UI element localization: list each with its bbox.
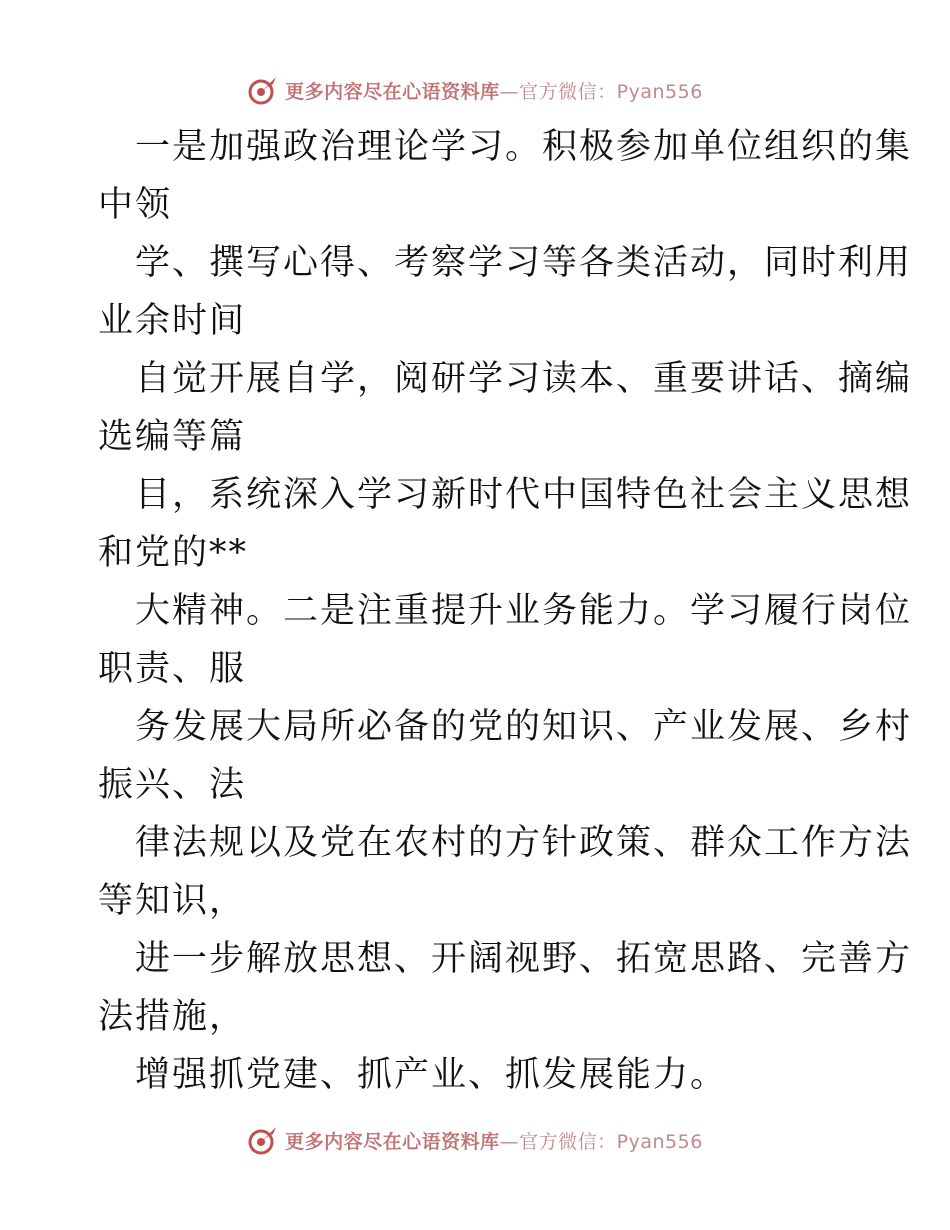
watermark-brand: 更多内容尽在心语资料库: [285, 80, 500, 103]
body-line: 振兴、法: [98, 765, 247, 805]
footer-watermark: [0, 1120, 950, 1160]
watermark-separator: —: [499, 1130, 520, 1153]
watermark-text: [285, 1127, 703, 1154]
body-line: 等知识，: [98, 881, 247, 921]
body-line: 大精神。二是注重提升业务能力。学习履行岗位: [135, 591, 913, 631]
body-line: 律法规以及党在农村的方针政策、群众工作方法: [135, 823, 913, 863]
watermark-contact: 官方微信：Pyan556: [519, 1130, 703, 1153]
body-line: 法措施，: [98, 997, 247, 1037]
body-line: 职责、服: [98, 649, 247, 689]
body-line: 自觉开展自学，阅研学习读本、重要讲话、摘编: [135, 359, 913, 399]
body-line: 业余时间: [98, 301, 247, 341]
body-line: 中领: [98, 185, 173, 225]
watermark-contact: 官方微信：Pyan556: [519, 80, 703, 103]
body-line: 一是加强政治理论学习。积极参加单位组织的集: [135, 127, 913, 167]
watermark-brand: 更多内容尽在心语资料库: [285, 1130, 500, 1153]
body-line: 选编等篇: [98, 417, 247, 457]
body-line: 目，系统深入学习新时代中国特色社会主义思想: [135, 475, 913, 515]
body-line: 增强抓党建、抓产业、抓发展能力。: [135, 1055, 728, 1095]
body-line: 学、撰写心得、考察学习等各类活动，同时利用: [135, 243, 913, 283]
document-body: [98, 118, 913, 1104]
watermark-separator: —: [499, 80, 520, 103]
header-watermark: [0, 70, 950, 110]
quill-seal-icon: [247, 1124, 279, 1156]
body-line: 进一步解放思想、开阔视野、拓宽思路、完善方: [135, 939, 913, 979]
body-line: 务发展大局所必备的党的知识、产业发展、乡村: [135, 707, 913, 747]
body-line: 和党的**: [98, 533, 249, 573]
quill-seal-icon: [247, 74, 279, 106]
watermark-text: [285, 77, 703, 104]
